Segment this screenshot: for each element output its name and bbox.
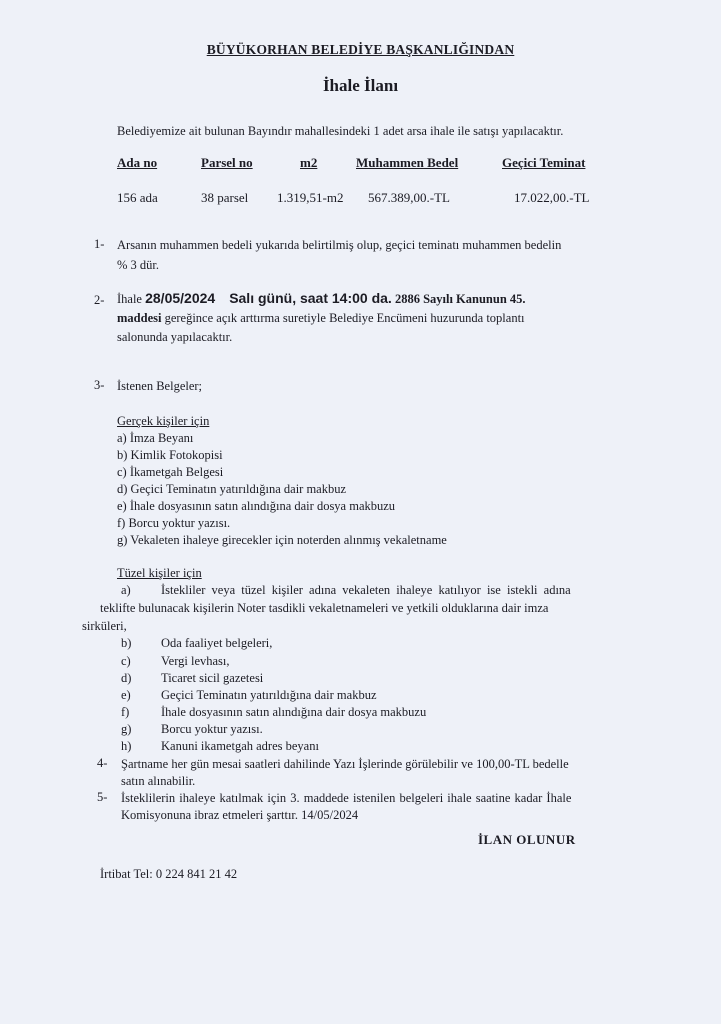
tuzel-item-letter: b) <box>121 636 132 650</box>
tuzel-item-letter: d) <box>121 671 132 685</box>
table-header-teminat: Geçici Teminat <box>502 155 586 170</box>
gercek-item: g) Vekaleten ihaleye girecekler için noterden alınmış vekaletname <box>117 533 447 547</box>
item-2-prefix: İhale <box>117 292 146 306</box>
table-header-parsel: Parsel no <box>201 155 253 170</box>
tuzel-item-a-line-2: teklifte bulunacak kişilerin Noter tasdikli vekaletnameleri ve yetkili olduklarına dair imza <box>100 601 549 615</box>
item-1-number: 1- <box>94 237 105 251</box>
contact-phone: İrtibat Tel: 0 224 841 21 42 <box>100 867 238 881</box>
tuzel-item-letter: a) <box>121 583 131 597</box>
intro-text: Belediyemize ait bulunan Bayındır mahallesindeki 1 adet arsa ihale ile satışı yapılacaktır. <box>117 124 564 138</box>
item-2-number: 2- <box>94 293 105 307</box>
tuzel-item: Oda faaliyet belgeleri, <box>161 636 273 650</box>
tuzel-item: Borcu yoktur yazısı. <box>161 722 263 736</box>
item-1-line-2: % 3 dür. <box>117 258 160 272</box>
auction-time: Salı günü, saat 14:00 da. <box>229 290 392 306</box>
item-5-line-1: İsteklilerin ihaleye katılmak için 3. maddede istenilen belgeleri ihale saatine kadar İhale <box>121 791 572 805</box>
tuzel-item-a-line-3: sirküleri, <box>82 619 127 633</box>
document-title: İhale İlanı <box>322 76 399 95</box>
table-cell-muhammen: 567.389,00.-TL <box>368 190 450 205</box>
table-header-ada: Ada no <box>117 155 158 170</box>
table-cell-ada: 156 ada <box>117 190 158 205</box>
item-3-number: 3- <box>94 378 105 392</box>
tuzel-item-letter: f) <box>121 705 130 719</box>
table-cell-m2: 1.319,51-m2 <box>277 190 344 205</box>
tuzel-item: Ticaret sicil gazetesi <box>161 671 264 685</box>
gercek-item: f) Borcu yoktur yazısı. <box>117 516 231 530</box>
tuzel-item-letter: h) <box>121 739 132 753</box>
tuzel-title: Tüzel kişiler için <box>117 566 202 580</box>
tuzel-item: Geçici Teminatın yatırıldığına dair makbuz <box>161 688 377 702</box>
item-2-line-1 <box>117 290 526 308</box>
tuzel-item-letter: c) <box>121 654 131 668</box>
item-1-line-1: Arsanın muhammen bedeli yukarıda belirtilmiş olup, geçici teminatı muhammen bedelin <box>117 238 562 252</box>
tuzel-item-a-line-1: İstekliler veya tüzel kişiler adına vekaleten ihaleye katılıyor ise istekli adına <box>161 583 571 597</box>
law-reference: 2886 Sayılı Kanunun 45. <box>391 292 526 306</box>
table-header-m2: m2 <box>300 155 318 170</box>
item-5-number: 5- <box>97 790 108 804</box>
item-2-line-3: salonunda yapılacaktır. <box>117 330 233 344</box>
gercek-item: c) İkametgah Belgesi <box>117 465 224 479</box>
tuzel-item: İhale dosyasının satın alındığına dair dosya makbuzu <box>161 705 427 719</box>
municipality-header: BÜYÜKORHAN BELEDİYE BAŞKANLIĞINDAN <box>206 42 515 57</box>
law-article: maddesi <box>117 311 162 325</box>
item-2-line-2-text: gereğince açık arttırma suretiyle Belediye Encümeni huzurunda toplantı <box>161 311 525 325</box>
auction-date: 28/05/2024 <box>145 290 216 306</box>
item-4-line-1: Şartname her gün mesai saatleri dahilinde Yazı İşlerinde görülebilir ve 100,00-TL bedelle <box>121 757 569 771</box>
table-header-muhammen: Muhammen Bedel <box>356 155 459 170</box>
tuzel-item: Vergi levhası, <box>161 654 230 668</box>
tuzel-item-letter: e) <box>121 688 131 702</box>
tuzel-item: Kanuni ikametgah adres beyanı <box>161 739 319 753</box>
gercek-item: d) Geçici Teminatın yatırıldığına dair makbuz <box>117 482 347 496</box>
gercek-item: b) Kimlik Fotokopisi <box>117 448 223 462</box>
gercek-item: e) İhale dosyasının satın alındığına dair dosya makbuzu <box>117 499 396 513</box>
tuzel-item-letter: g) <box>121 722 132 736</box>
item-5-line-2: Komisyonuna ibraz etmeleri şarttır. 14/05/2024 <box>121 808 359 822</box>
table-cell-teminat: 17.022,00.-TL <box>514 190 590 205</box>
item-3-title: İstenen Belgeler; <box>117 379 203 393</box>
gercek-title: Gerçek kişiler için <box>117 414 210 428</box>
item-4-number: 4- <box>97 756 108 770</box>
closing-text: İLAN OLUNUR <box>478 832 576 847</box>
gercek-item: a) İmza Beyanı <box>117 431 194 445</box>
item-2-line-2 <box>117 310 525 327</box>
table-cell-parsel: 38 parsel <box>201 190 249 205</box>
item-4-line-2: satın alınabilir. <box>121 774 196 788</box>
